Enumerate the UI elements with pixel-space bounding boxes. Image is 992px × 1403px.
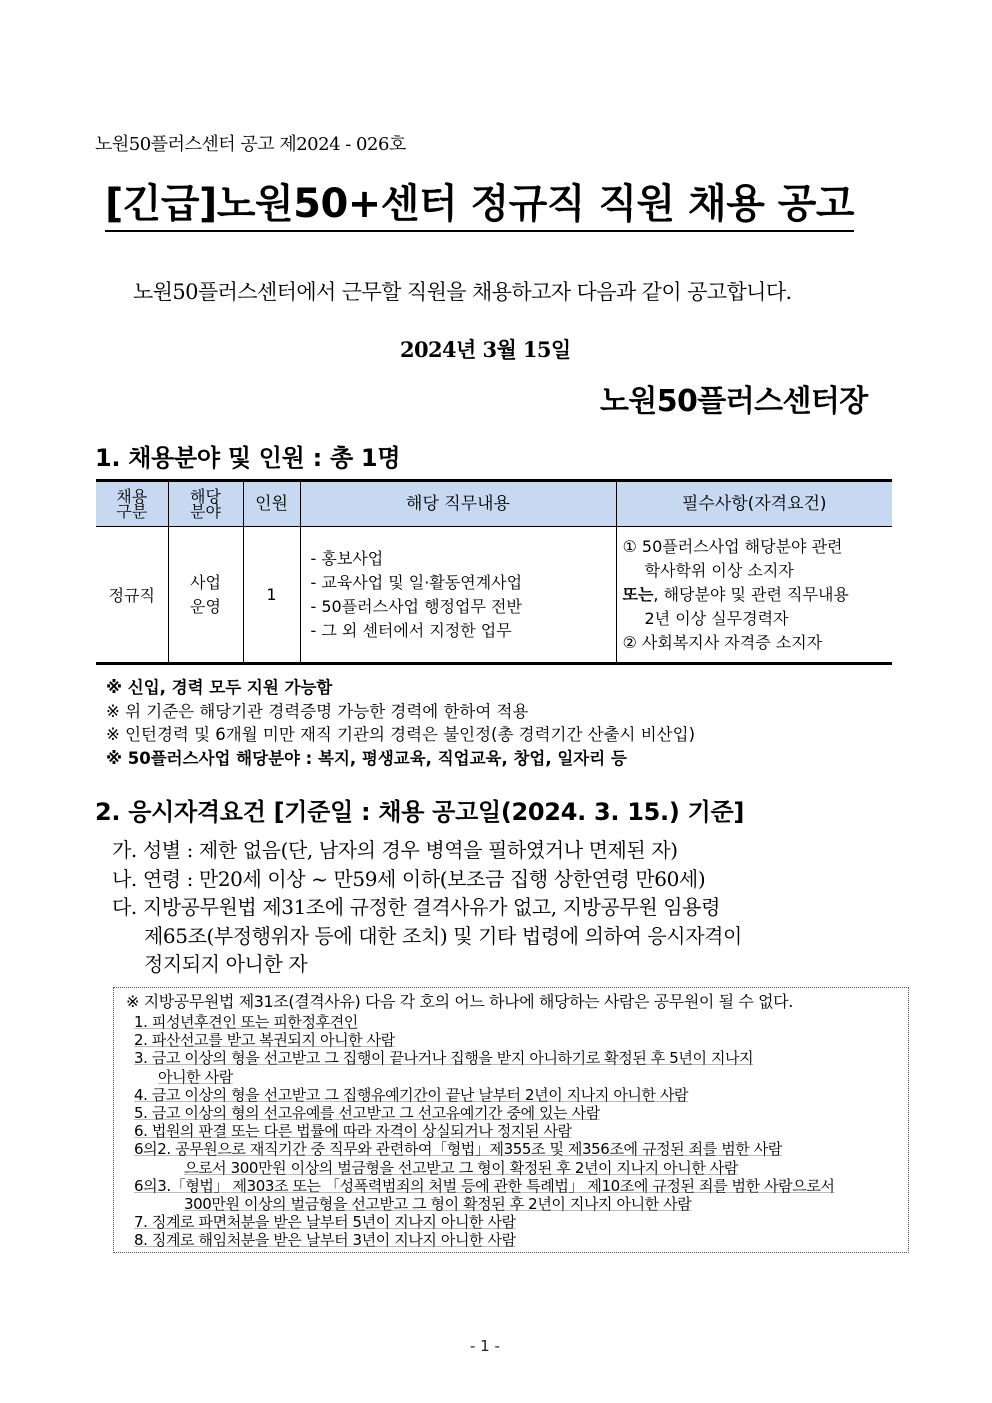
disqualification-item: 6의3.「형법」 제303조 또는 「성폭력범죄의 처벌 등에 관한 특례법」 제10조에 규정된 죄를 범한 사람으로서 (134, 1176, 835, 1195)
table-row (96, 527, 892, 664)
disqualification-item: 6. 법원의 판결 또는 다른 법률에 따라 자격이 상실되거나 정지된 사람 (134, 1122, 572, 1141)
qualification-list (112, 836, 742, 979)
page-number: - 1 - (470, 1337, 500, 1355)
col-header-field-line2: 분야 (190, 502, 221, 521)
disqualification-item-cont: 300만원 이상의 벌금형을 선고받고 그 형이 확정된 후 2년이 지나지 아니한 사람 (184, 1195, 692, 1214)
cell-duties (300, 527, 616, 664)
duty-item: - 그 외 센터에서 지정한 업무 (310, 620, 512, 640)
col-header-field (168, 481, 243, 527)
disqualification-item: 7. 징계로 파면처분을 받은 날부터 5년이 지나지 아니한 사람 (134, 1213, 516, 1232)
disqualification-box (113, 987, 909, 1253)
qualification-disqualification-line3: 정지되지 아니한 자 (144, 952, 308, 976)
section-2-heading: 2. 응시자격요건 [기준일 : 채용 공고일(2024. 3. 15.) 기준] (95, 798, 745, 826)
requirement-1-line1: ① 50플러스사업 해당분야 관련 (622, 536, 843, 556)
notice-date: 2024년 3월 15일 (400, 337, 571, 362)
cell-requirements (616, 527, 892, 664)
col-header-field-line1: 해당 (190, 487, 221, 506)
note-item: ※ 신입, 경력 모두 지원 가능함 (106, 678, 333, 697)
qualification-age: 나. 연령 : 만20세 이상 ~ 만59세 이하(보조금 집행 상한연령 만60세) (112, 866, 706, 891)
or-label: 또는 (622, 584, 654, 604)
requirement-list (617, 535, 893, 655)
section-1-heading: 1. 채용분야 및 인원 : 총 1명 (95, 444, 401, 472)
or-text: , 해당분야 및 관련 직무내용 (653, 584, 849, 604)
disqualification-item-cont: 아니한 사람 (158, 1067, 233, 1086)
requirement-or-line1 (623, 583, 893, 607)
table-header-row (96, 481, 892, 527)
disqualification-item: 2. 파산선고를 받고 복권되지 아니한 사람 (134, 1031, 395, 1050)
col-header-duties: 해당 직무내용 (300, 481, 616, 527)
requirement-or-line2: 2년 이상 실무경력자 (644, 608, 789, 628)
disqualification-item-cont: 으로서 300만원 이상의 벌금형을 선고받고 그 형이 확정된 후 2년이 지나지 아니한 사람 (184, 1158, 738, 1177)
disqualification-item: 8. 징계로 해임처분을 받은 날부터 3년이 지나지 아니한 사람 (134, 1231, 516, 1250)
cell-field-line2: 운영 (190, 596, 221, 616)
disqualification-item: 5. 금고 이상의 형의 선고유예를 선고받고 그 선고유예기간 중에 있는 사람 (134, 1104, 600, 1123)
col-header-type-line2: 구분 (116, 502, 148, 521)
cell-type: 정규직 (96, 527, 168, 664)
duty-list (301, 547, 616, 643)
requirement-2: ② 사회복지사 자격증 소지자 (622, 632, 823, 652)
cell-field (168, 527, 243, 664)
qualification-gender: 가. 성별 : 제한 없음(단, 남자의 경우 병역을 필하였거나 면제된 자) (112, 838, 678, 862)
recruitment-table (96, 479, 892, 665)
disqualification-item: 1. 피성년후견인 또는 피한정후견인 (134, 1013, 358, 1031)
col-header-count: 인원 (243, 481, 300, 527)
note-item: ※ 인턴경력 및 6개월 미만 재직 기관의 경력은 불인정(총 경력기간 산출시 비산입) (106, 725, 695, 744)
note-item: ※ 위 기준은 해당기관 경력증명 가능한 경력에 한하여 적용 (106, 701, 529, 721)
requirement-1-line2: 학사학위 이상 소지자 (644, 560, 794, 580)
col-header-type-line1: 채용 (116, 487, 148, 506)
disqualification-item: 3. 금고 이상의 형을 선고받고 그 집행이 끝나거나 집행을 받지 아니하기로 확정된 후 5년이 지나지 (134, 1049, 754, 1068)
duty-item: - 홍보사업 (310, 548, 384, 568)
page-title: [긴급]노원50+센터 정규직 직원 채용 공고 (105, 180, 854, 232)
qualification-disqualification-line1: 다. 지방공무원법 제31조에 규정한 결격사유가 없고, 지방공무원 임용령 (112, 895, 721, 919)
cell-field-line1: 사업 (190, 572, 221, 592)
duty-item: - 교육사업 및 일·활동연계사업 (310, 572, 523, 592)
box-heading: ※ 지방공무원법 제31조(결격사유) 다음 각 호의 어느 하나에 해당하는 사람은 공무원이 될 수 없다. (126, 992, 793, 1011)
note-item: ※ 50플러스사업 해당분야 : 복지, 평생교육, 직업교육, 창업, 일자리 등 (106, 748, 627, 768)
col-header-type (96, 481, 168, 527)
duty-item: - 50플러스사업 행정업무 전반 (310, 596, 522, 616)
col-header-requirements: 필수사항(자격요건) (616, 481, 892, 527)
disqualification-item: 4. 금고 이상의 형을 선고받고 그 집행유예기간이 끝난 날부터 2년이 지나지 아니한 사람 (134, 1085, 689, 1104)
disqualification-item: 6의2. 공무원으로 재직기간 중 직무와 관련하여「형법」제355조 및 제356조에 규정된 죄를 범한 사람 (134, 1140, 782, 1159)
intro-text: 노원50플러스센터에서 근무할 직원을 채용하고자 다음과 같이 공고합니다. (133, 280, 792, 304)
notice-number: 노원50플러스센터 공고 제2024 - 026호 (95, 134, 406, 155)
signer: 노원50플러스센터장 (600, 384, 868, 419)
notes-list (106, 676, 695, 770)
qualification-disqualification-line2: 제65조(부정행위자 등에 대한 조치) 및 기타 법령에 의하여 응시자격이 (144, 923, 742, 948)
cell-count: 1 (243, 527, 300, 664)
